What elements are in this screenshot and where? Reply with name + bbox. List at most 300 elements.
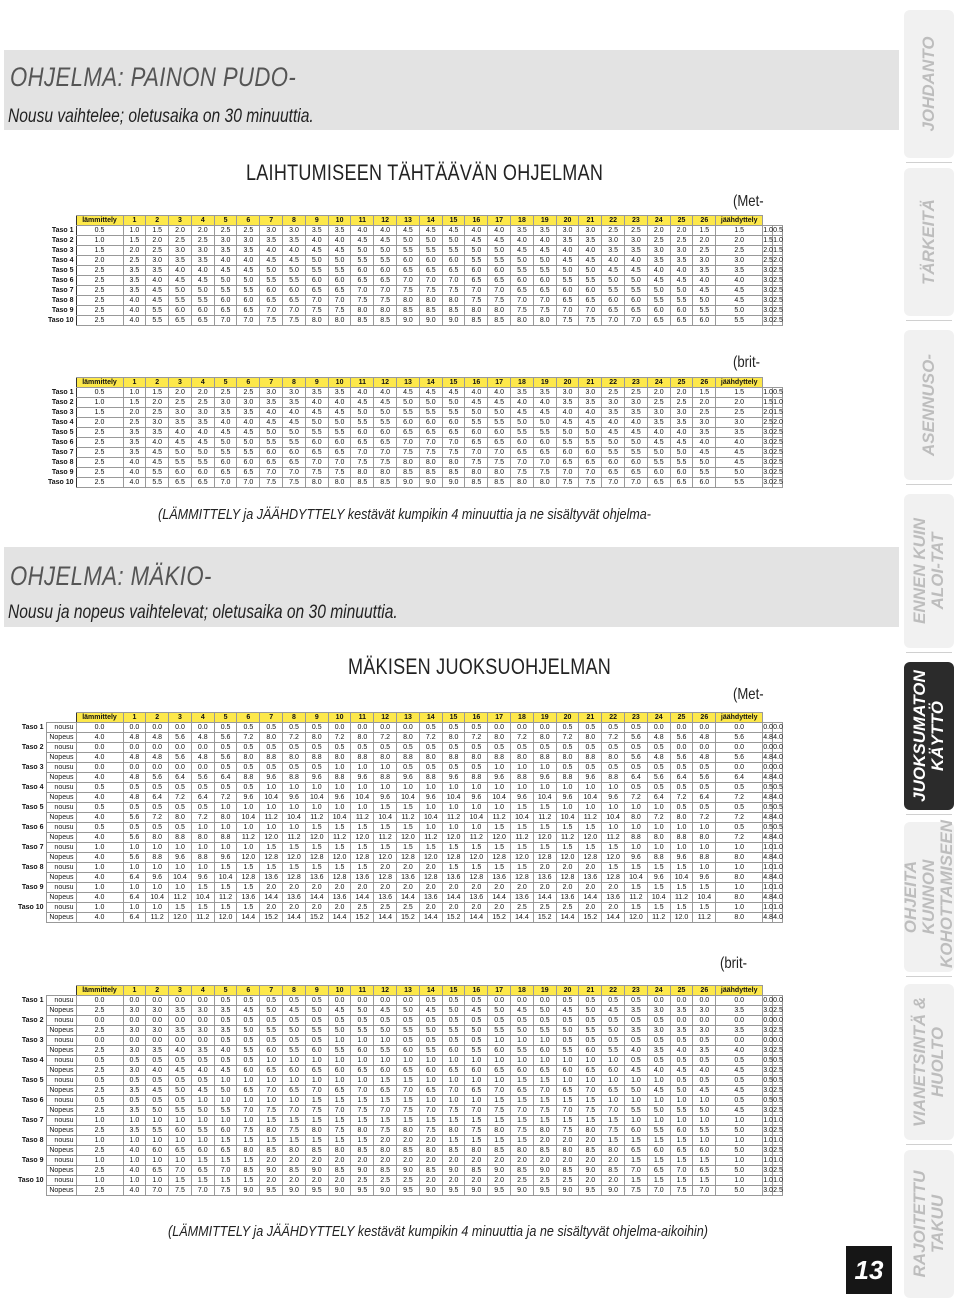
table-cell: 0.5 (237, 783, 260, 793)
table-cell: 5.0 (283, 266, 306, 276)
table-cell: 5.5 (625, 448, 648, 458)
table-cell: 7.5 (488, 1106, 511, 1116)
level-label: Taso 8 (8, 296, 76, 306)
table-cell: 5.5 (625, 1106, 648, 1116)
table-cell: 6.5 (305, 1066, 328, 1076)
table-cell: 4.5 (191, 438, 214, 448)
table-cell: 1.5 (169, 1176, 192, 1186)
table-cell: 8.8 (351, 753, 374, 763)
table-cell: 5.5 (488, 418, 511, 428)
header-segment: 9 (305, 216, 328, 226)
table-cell: 2.0 (419, 863, 442, 873)
table-cell: 1.0 (625, 1116, 648, 1126)
table-cell: 2.5 (773, 1067, 783, 1074)
table-cell: 9.6 (374, 793, 397, 803)
table-row (8, 1156, 783, 1166)
table-cell: 4.0 (465, 226, 488, 236)
table-cell: 5.0 (146, 1106, 169, 1116)
sidebar-tab[interactable] (904, 494, 954, 648)
table-cell: 2.5 (76, 276, 123, 286)
table-cell: 2.0 (442, 903, 465, 913)
header-segment: 18 (511, 378, 534, 388)
level-label (8, 1126, 46, 1136)
table-cell: 8.0 (693, 833, 716, 843)
table-cell: 1.0 (716, 863, 763, 873)
table-row (8, 448, 783, 458)
table-cell: 4.0 (693, 438, 716, 448)
table-cell: 5.5 (716, 478, 763, 488)
table-cell: 5.5 (442, 246, 465, 256)
header-segment: 15 (442, 713, 465, 723)
table-cell: 3.5 (579, 398, 602, 408)
table-cell: 0.5 (260, 763, 283, 773)
level-label (8, 913, 46, 923)
table-cell: 0.0 (693, 1016, 716, 1026)
sidebar-tab[interactable] (901, 820, 956, 972)
table-cell: 1.5 (283, 843, 306, 853)
table-cell: 8.0 (237, 1146, 260, 1156)
table-cell: 1.5 (670, 1176, 693, 1186)
table-cell: 3.0 (763, 317, 773, 324)
table-cell: 3.0 (123, 1046, 146, 1056)
table-cell: 1.0 (214, 1116, 237, 1126)
table-cell: 3.5 (191, 1046, 214, 1056)
table-cell: 8.0 (328, 478, 351, 488)
table-cell: 8.0 (716, 893, 763, 903)
table-cell: 0.5 (773, 824, 783, 831)
table-cell: 6.0 (419, 1066, 442, 1076)
table-cell: 5.5 (647, 458, 670, 468)
table-cell: 4.5 (533, 246, 556, 256)
table-cell: 5.5 (305, 266, 328, 276)
table-cell: 9.0 (533, 1166, 556, 1176)
table-cell: 6.0 (488, 266, 511, 276)
header-cooldown: jäähdyttely (716, 378, 763, 388)
table-cell: 15.2 (260, 913, 283, 923)
table-cell: 3.0 (670, 246, 693, 256)
table-cell: 8.0 (397, 296, 420, 306)
table-cell: 1.0 (670, 1116, 693, 1126)
table-cell: 6.5 (670, 1146, 693, 1156)
table-cell: 3.0 (283, 388, 306, 398)
table-cell: 7.0 (670, 1166, 693, 1176)
nousu-label: nousu (46, 803, 76, 813)
table-cell: 1.5 (511, 823, 534, 833)
table-cell: 6.5 (305, 286, 328, 296)
table-cell: 2.0 (533, 883, 556, 893)
table-cell: 4.0 (533, 236, 556, 246)
table-cell: 11.2 (693, 913, 716, 923)
table-cell: 14.4 (397, 893, 420, 903)
table-cell: 5.0 (693, 1106, 716, 1116)
table-cell: 4.5 (169, 276, 192, 286)
table-cell: 6.5 (442, 266, 465, 276)
table-cell: 1.5 (328, 1116, 351, 1126)
table-cell: 6.0 (511, 1066, 534, 1076)
table-cell: 5.5 (602, 448, 625, 458)
table-cell: 0.5 (602, 763, 625, 773)
header-warmup: lämmittely (76, 713, 123, 723)
table-cell: 2.5 (773, 287, 783, 294)
table-cell: 3.5 (146, 1046, 169, 1056)
table-cell: 1.0 (191, 1136, 214, 1146)
table-cell: 2.0 (488, 883, 511, 893)
table-cell: 6.5 (625, 1146, 648, 1156)
table-cell: 6.0 (488, 428, 511, 438)
table-cell: 7.0 (328, 458, 351, 468)
table-cell: 6.5 (260, 296, 283, 306)
table-cell: 0.5 (351, 743, 374, 753)
table-cell: 7.5 (305, 306, 328, 316)
table-cell: 8.0 (579, 1126, 602, 1136)
sidebar-tab[interactable] (904, 1150, 954, 1298)
table-cell: 4.0 (556, 408, 579, 418)
table-cell: 6.0 (465, 428, 488, 438)
table-cell: 4.8 (191, 753, 214, 763)
table-cell: 4.5 (511, 246, 534, 256)
table-cell: 1.0 (146, 1116, 169, 1126)
table-cell: 1.5 (511, 1136, 534, 1146)
table-cell: 0.5 (214, 996, 237, 1006)
table-cell: 11.2 (328, 833, 351, 843)
table-cell: 1.0 (763, 1117, 773, 1124)
table-cell: 7.5 (397, 286, 420, 296)
table-cell: 1.0 (146, 1136, 169, 1146)
table-cell: 1.0 (773, 844, 783, 851)
table-cell: 7.0 (579, 1086, 602, 1096)
table-cell: 7.0 (442, 1086, 465, 1096)
table-cell: 14.4 (419, 913, 442, 923)
table-cell: 1.0 (351, 1036, 374, 1046)
table-cell: 3.5 (579, 236, 602, 246)
sidebar-tab-label: TÄRKEITÄ (919, 199, 938, 285)
table-cell: 0.5 (419, 723, 442, 733)
table-cell: 2.5 (773, 449, 783, 456)
table-cell: 3.0 (716, 256, 763, 266)
table-cell: 13.6 (488, 873, 511, 883)
table-cell: 8.0 (351, 733, 374, 743)
table-cell: 1.0 (214, 823, 237, 833)
table-cell: 0.5 (283, 723, 306, 733)
sidebar-tab[interactable] (904, 662, 954, 810)
header-segment: 23 (625, 986, 648, 996)
table-cell: 6.5 (169, 478, 192, 488)
table-cell: 9.0 (442, 478, 465, 488)
table-cell: 1.5 (237, 883, 260, 893)
table-cell: 1.0 (773, 864, 783, 871)
table-cell: 1.0 (647, 1076, 670, 1086)
table-cell: 6.0 (397, 1046, 420, 1056)
table-cell: 2.5 (773, 1007, 783, 1014)
table-cell: 0.0 (773, 724, 783, 731)
table-cell: 1.0 (214, 1076, 237, 1086)
table-cell: 6.5 (351, 1066, 374, 1076)
table-cell: 3.0 (670, 408, 693, 418)
table-row (8, 883, 783, 893)
table-cell: 1.5 (237, 1156, 260, 1166)
table-cell: 6.5 (419, 428, 442, 438)
table-cell: 8.5 (488, 316, 511, 326)
table-cell: 6.0 (283, 448, 306, 458)
table-cell: 5.5 (533, 1026, 556, 1036)
sidebar-tab[interactable] (904, 168, 954, 316)
table-cell: 6.0 (693, 316, 716, 326)
table-cell: 8.0 (305, 1126, 328, 1136)
table-cell: 4.0 (260, 246, 283, 256)
table-cell: 4.0 (76, 813, 123, 823)
table-cell: 1.0 (763, 1157, 773, 1164)
table-cell: 6.5 (693, 1166, 716, 1176)
table-cell: 1.0 (328, 803, 351, 813)
table-cell: 3.5 (191, 256, 214, 266)
table-cell: 4.5 (260, 256, 283, 266)
table-cell: 5.0 (465, 246, 488, 256)
table-cell: 4.8 (763, 754, 773, 761)
table-cell: 0.5 (465, 743, 488, 753)
table-cell: 1.0 (146, 1156, 169, 1166)
table-cell: 2.5 (214, 226, 237, 236)
table-cell: 0.5 (237, 723, 260, 733)
table-cell: 2.0 (670, 388, 693, 398)
table-cell: 4.5 (693, 286, 716, 296)
table-cell: 0.0 (123, 723, 146, 733)
table-cell: 9.0 (351, 1166, 374, 1176)
header-segment: 25 (670, 216, 693, 226)
table-cell: 13.6 (237, 893, 260, 903)
table-cell: 3.0 (625, 398, 648, 408)
table-cell: 8.8 (625, 833, 648, 843)
table-cell: 8.0 (397, 1126, 420, 1136)
table-cell: 7.5 (579, 478, 602, 488)
table-cell: 5.5 (305, 428, 328, 438)
table-cell: 14.4 (556, 913, 579, 923)
table-cell: 11.2 (625, 893, 648, 903)
table-cell: 1.0 (419, 1076, 442, 1086)
table-cell: 3.5 (716, 1026, 763, 1036)
table-cell: 5.6 (214, 733, 237, 743)
table-cell: 0.5 (579, 1036, 602, 1046)
table-cell: 6.0 (260, 448, 283, 458)
header-segment: 7 (260, 378, 283, 388)
table-cell: 0.5 (123, 1096, 146, 1106)
table-cell: 4.0 (191, 266, 214, 276)
table-cell: 2.0 (351, 883, 374, 893)
table-cell: 2.5 (76, 1146, 123, 1156)
table-cell: 3.5 (123, 286, 146, 296)
table-cell: 1.0 (716, 1116, 763, 1126)
table-cell: 0.5 (419, 996, 442, 1006)
table-cell: 2.5 (76, 1026, 123, 1036)
table-cell: 6.0 (214, 296, 237, 306)
table-cell: 0.5 (602, 1016, 625, 1026)
table-cell: 0.5 (716, 1056, 763, 1066)
table-cell: 9.6 (693, 873, 716, 883)
table-cell: 0.0 (169, 723, 192, 733)
table-cell: 13.6 (511, 893, 534, 903)
table-cell: 4.5 (647, 1086, 670, 1096)
table-cell: 1.0 (374, 1056, 397, 1066)
table-row (8, 1176, 783, 1186)
table-cell: 2.5 (146, 246, 169, 256)
table-cell: 7.0 (260, 468, 283, 478)
table-cell: 3.0 (602, 398, 625, 408)
sidebar-tab[interactable] (904, 10, 954, 158)
table-cell: 4.5 (214, 1066, 237, 1076)
table-cell: 3.0 (237, 398, 260, 408)
table-cell: 1.0 (693, 1136, 716, 1146)
table-cell: 1.0 (283, 803, 306, 813)
table-cell: 1.0 (328, 1076, 351, 1086)
header-segment: 7 (260, 713, 283, 723)
header-segment: 25 (670, 713, 693, 723)
table-cell: 3.5 (169, 418, 192, 428)
table-cell: 6.5 (374, 438, 397, 448)
table-cell: 0.5 (146, 1076, 169, 1086)
table-cell: 2.5 (533, 903, 556, 913)
table-row (8, 743, 783, 753)
table-cell: 14.4 (465, 913, 488, 923)
table-cell: 5.0 (214, 1086, 237, 1096)
table-cell: 7.5 (260, 316, 283, 326)
table-cell: 5.0 (191, 286, 214, 296)
nousu-label: nousu (46, 823, 76, 833)
header-segment: 4 (191, 378, 214, 388)
table-cell: 5.0 (328, 256, 351, 266)
table-cell: 0.5 (214, 723, 237, 733)
table-cell: 1.0 (260, 1056, 283, 1066)
table-cell: 4.5 (419, 1006, 442, 1016)
table-cell: 6.0 (579, 1046, 602, 1056)
table-cell: 1.0 (237, 1116, 260, 1126)
table-cell: 6.5 (647, 1166, 670, 1176)
table-cell: 4.0 (625, 1046, 648, 1056)
table-cell: 2.0 (305, 1176, 328, 1186)
table-cell: 0.5 (625, 996, 648, 1006)
table-cell: 0.5 (647, 1056, 670, 1066)
table-cell: 1.0 (763, 864, 773, 871)
header-segment: 22 (602, 216, 625, 226)
table-cell: 10.4 (647, 893, 670, 903)
table-cell: 13.6 (533, 873, 556, 883)
table-cell: 4.8 (647, 753, 670, 763)
table-cell: 0.5 (625, 1056, 648, 1066)
table-cell: 8.5 (374, 478, 397, 488)
table-cell: 2.0 (419, 1176, 442, 1186)
sidebar-tab[interactable] (904, 984, 954, 1140)
table-cell: 4.0 (647, 1066, 670, 1076)
table-cell: 1.5 (283, 1136, 306, 1146)
sidebar-tab[interactable] (904, 330, 954, 480)
table-cell: 3.5 (670, 418, 693, 428)
table-cell: 7.0 (260, 306, 283, 316)
table-cell: 5.0 (488, 408, 511, 418)
table-cell: 0.0 (670, 996, 693, 1006)
table-cell: 9.6 (488, 773, 511, 783)
table-row (8, 823, 783, 833)
table-cell: 7.0 (579, 468, 602, 478)
table-cell: 7.0 (305, 458, 328, 468)
table-cell: 1.0 (283, 1096, 306, 1106)
table-cell: 1.0 (328, 763, 351, 773)
section1-footnote: (LÄMMITTELY ja JÄÄHDYTTELY kestävät kumpikin 4 minuuttia ja ne sisältyvät ohjelma- (158, 506, 652, 523)
table-cell: 0.0 (670, 1016, 693, 1026)
table-cell: 10.4 (237, 813, 260, 823)
table-cell: 8.0 (305, 733, 328, 743)
table-cell: 3.0 (763, 1087, 773, 1094)
table-cell: 0.5 (442, 996, 465, 1006)
table-cell: 5.5 (647, 296, 670, 306)
table-cell: 7.5 (419, 286, 442, 296)
table-cell: 1.5 (488, 823, 511, 833)
table-cell: 11.2 (511, 833, 534, 843)
table-cell: 2.5 (773, 459, 783, 466)
table-cell: 1.5 (693, 883, 716, 893)
table-cell: 0.0 (76, 743, 123, 753)
table-cell: 0.0 (169, 743, 192, 753)
table-cell: 12.0 (533, 833, 556, 843)
table-cell: 1.5 (191, 883, 214, 893)
table-cell: 7.5 (397, 448, 420, 458)
table-cell: 3.0 (191, 408, 214, 418)
table-cell: 6.0 (488, 1046, 511, 1056)
table-cell: 0.5 (773, 1057, 783, 1064)
table-cell: 0.5 (763, 804, 773, 811)
table-cell: 3.5 (602, 408, 625, 418)
table-cell: 11.2 (579, 813, 602, 823)
table-cell: 7.5 (465, 296, 488, 306)
table-cell: 1.0 (374, 763, 397, 773)
table-cell: 6.5 (305, 448, 328, 458)
table-cell: 0.5 (556, 763, 579, 773)
table-cell: 1.5 (146, 388, 169, 398)
table-cell: 1.0 (76, 903, 123, 913)
level-label (8, 1146, 46, 1156)
table-cell: 2.0 (579, 1136, 602, 1146)
table-cell: 7.5 (442, 286, 465, 296)
table-cell: 0.0 (146, 1016, 169, 1026)
table-row (8, 843, 783, 853)
table-cell: 0.5 (76, 823, 123, 833)
table-cell: 5.0 (625, 1086, 648, 1096)
table-cell: 8.0 (465, 468, 488, 478)
header-segment: 22 (602, 986, 625, 996)
table-cell: 4.0 (374, 388, 397, 398)
table-cell: 15.2 (488, 913, 511, 923)
table-cell: 5.5 (556, 276, 579, 286)
table-cell: 0.5 (511, 743, 534, 753)
table-cell: 6.0 (351, 428, 374, 438)
table-cell: 5.5 (214, 286, 237, 296)
table-cell: 3.0 (191, 1006, 214, 1016)
table-cell: 5.0 (442, 1006, 465, 1016)
table-cell: 1.0 (763, 1177, 773, 1184)
table-cell: 8.8 (693, 853, 716, 863)
table-cell: 6.0 (191, 1146, 214, 1156)
level-label: Taso 3 (8, 1036, 46, 1046)
table-cell: 5.5 (374, 418, 397, 428)
table-cell: 0.5 (556, 1036, 579, 1046)
table-cell: 8.5 (328, 1166, 351, 1176)
table-cell: 0.0 (191, 743, 214, 753)
table-cell: 8.5 (465, 1166, 488, 1176)
table-cell: 1.0 (146, 843, 169, 853)
hill-metric-unit: (Met- (733, 686, 764, 703)
table-cell: 0.0 (533, 723, 556, 733)
table-cell: 4.0 (670, 428, 693, 438)
section2-subtitle: Nousu ja nopeus vaihtelevat; oletusaika on 30 minuuttia. (8, 602, 398, 623)
table-cell: 7.0 (488, 1086, 511, 1096)
table-cell: 0.0 (76, 996, 123, 1006)
